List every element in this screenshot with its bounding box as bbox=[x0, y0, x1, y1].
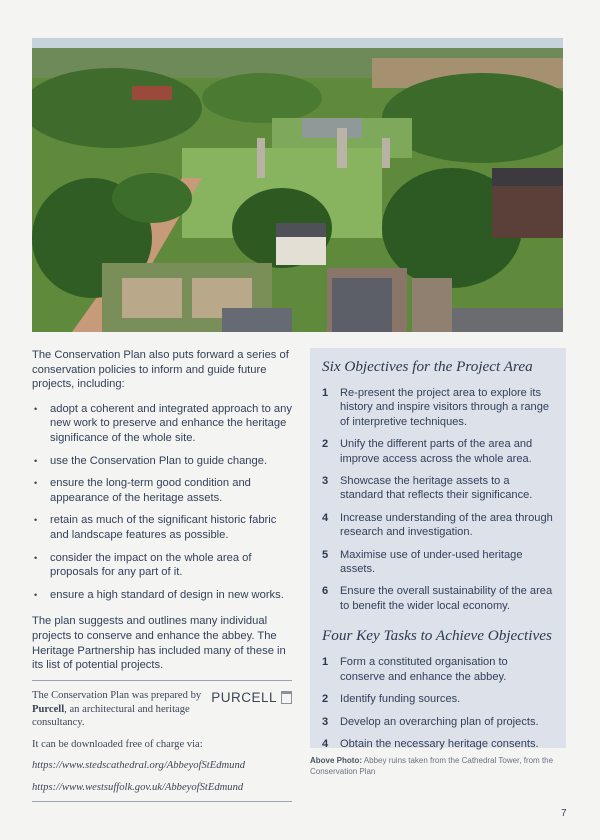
logo-text: PURCELL bbox=[211, 690, 277, 705]
objectives-title: Six Objectives for the Project Area bbox=[322, 358, 533, 375]
item-text: Re-present the project area to explore its history and inspire visitors through a range of interpretive techniques. bbox=[340, 387, 550, 428]
item-number: 4 bbox=[322, 737, 329, 750]
item-number: 6 bbox=[322, 585, 329, 598]
list-item bbox=[322, 511, 554, 540]
item-text: Develop an overarching plan of projects. bbox=[340, 715, 539, 728]
item-text: Maximise use of under-used heritage assets. bbox=[340, 548, 523, 576]
objectives-list bbox=[322, 386, 554, 613]
item-number: 2 bbox=[322, 438, 329, 451]
credit-line-1: The Conservation Plan was prepared by bbox=[32, 690, 202, 701]
objectives-panel bbox=[310, 348, 566, 748]
credit-line-2: , an architectural and heritage consultancy. bbox=[32, 703, 190, 729]
item-text: Ensure the overall sustainability of the area to benefit the wider local economy. bbox=[340, 585, 553, 612]
list-item: • adopt a coherent and integrated approach to any new work to preserve and enhance the heritage significance of the whole site. bbox=[32, 402, 294, 446]
item-number: 1 bbox=[322, 387, 329, 399]
item-text: Showcase the heritage assets to a standard that reflects their significance. bbox=[340, 475, 533, 502]
item-text: Form a constituted organisation to conserve and enhance the abbey. bbox=[340, 656, 508, 683]
list-item bbox=[322, 437, 554, 466]
list-item: • ensure a high standard of design in new works. bbox=[32, 588, 294, 603]
link-cathedral[interactable]: https://www.stedscathedral.org/AbbeyofStEdmund bbox=[32, 760, 246, 772]
item-number: 5 bbox=[322, 548, 329, 561]
item-text: Obtain the necessary heritage consents. bbox=[340, 737, 539, 750]
outro-paragraph: The plan suggests and outlines many individual projects to conserve and enhance the abbey. The Heritage Partnership has included many of these in its list of potential projects. bbox=[32, 615, 286, 672]
policy-list bbox=[32, 402, 294, 603]
caption-label: Above Photo: bbox=[310, 756, 362, 765]
tasks-list bbox=[322, 655, 554, 751]
list-item bbox=[322, 692, 554, 706]
credit-text bbox=[32, 689, 202, 730]
purcell-logo bbox=[211, 691, 292, 705]
item-number: 1 bbox=[322, 656, 329, 669]
photo-caption bbox=[310, 756, 560, 777]
logo-mark-icon bbox=[281, 691, 292, 704]
item-text: Identify funding sources. bbox=[340, 693, 461, 706]
abbey-aerial-photo bbox=[32, 38, 563, 332]
credit-org: Purcell bbox=[32, 703, 65, 715]
list-item bbox=[322, 715, 554, 729]
item-text: Unify the different parts of the area and improve access across the whole area. bbox=[340, 438, 533, 465]
download-note: It can be downloaded free of charge via: bbox=[32, 738, 203, 750]
item-number: 2 bbox=[322, 693, 329, 706]
item-number: 3 bbox=[322, 715, 329, 728]
item-number: 4 bbox=[322, 511, 329, 524]
left-column bbox=[32, 348, 294, 683]
link-westsuffolk[interactable]: https://www.westsuffolk.gov.uk/AbbeyofStEdmund bbox=[32, 781, 244, 793]
page-number: 7 bbox=[561, 808, 567, 819]
list-item: • use the Conservation Plan to guide change. bbox=[32, 454, 294, 469]
item-text: Increase understanding of the area through research and investigation. bbox=[340, 511, 553, 539]
list-item: • retain as much of the significant historic fabric and landscape features as possible. bbox=[32, 513, 294, 542]
intro-paragraph: The Conservation Plan also puts forward a series of conservation policies to inform and guide future projects, including: bbox=[32, 349, 289, 391]
list-item bbox=[322, 737, 554, 751]
list-item: • consider the impact on the whole area of proposals for any part of it. bbox=[32, 551, 294, 580]
item-number: 3 bbox=[322, 475, 329, 488]
caption-text: Abbey ruins taken from the Cathedral Tower, from the Conservation Plan bbox=[310, 756, 554, 776]
list-item bbox=[322, 474, 554, 503]
list-item bbox=[322, 655, 554, 684]
list-item bbox=[322, 386, 554, 429]
tasks-title: Four Key Tasks to Achieve Objectives bbox=[322, 627, 552, 645]
credit-box bbox=[32, 680, 292, 802]
list-item bbox=[322, 548, 554, 577]
list-item bbox=[322, 584, 554, 613]
list-item: • ensure the long-term good condition and appearance of the heritage assets. bbox=[32, 476, 294, 505]
